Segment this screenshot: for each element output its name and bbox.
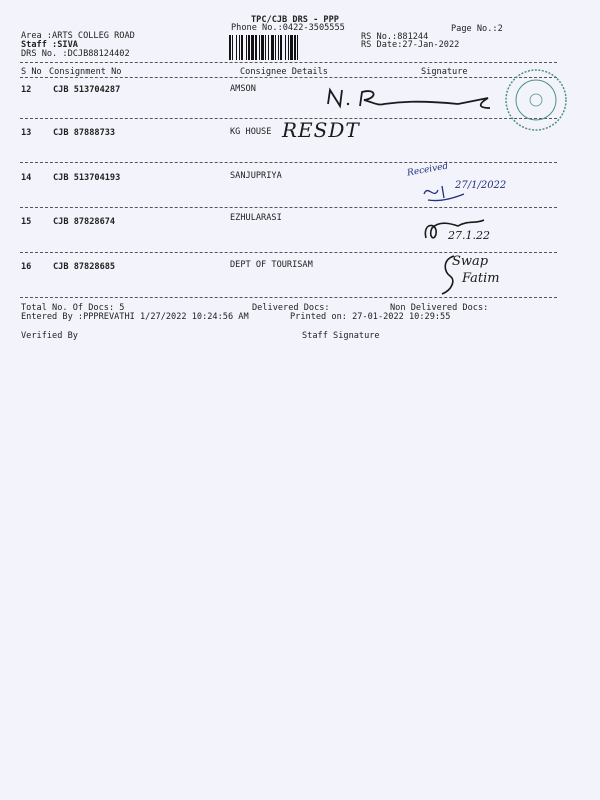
signature-row-14-mark (420, 180, 480, 204)
signature-row-14-date: 27/1/2022 (455, 180, 507, 191)
col-consignment: Consignment No (49, 67, 122, 77)
page-number: Page No.:2 (451, 24, 503, 34)
drs-number: DRS No. :DCJB88124402 (21, 49, 130, 59)
row-consignee: SANJUPRIYA (230, 171, 282, 181)
row-consignment: CJB 87828685 (53, 262, 116, 272)
col-sno: S No (21, 67, 42, 77)
signature-row-15-date: 27.1.22 (448, 229, 490, 242)
row-consignee: EZHULARASI (230, 213, 282, 223)
staff: Staff :SIVA (21, 40, 78, 50)
signature-row-16-line2: Fatim (462, 271, 500, 286)
circular-stamp (500, 64, 568, 136)
rs-number: RS No.:881244 (361, 32, 429, 42)
delivered-docs: Delivered Docs: (252, 303, 330, 313)
phone-number: Phone No.:0422-3505555 (231, 23, 345, 33)
col-consignee: Consignee Details (240, 67, 328, 77)
document-title: TPC/CJB DRS - PPP (251, 15, 339, 25)
row-divider (20, 162, 557, 163)
signature-row-12 (318, 82, 498, 118)
signature-row-14-received: Received (406, 161, 450, 179)
row-sno: 13 (21, 128, 32, 138)
printed-on: Printed on: 27-01-2022 10:29:55 (290, 312, 451, 322)
non-delivered-docs: Non Delivered Docs: (390, 303, 489, 313)
row-divider (20, 297, 557, 298)
row-sno: 16 (21, 262, 32, 272)
header-rule-bottom (20, 77, 557, 78)
area: Area :ARTS COLLEG ROAD (21, 31, 135, 41)
signature-row-16-line1: Swap (452, 254, 489, 269)
signature-row-16-mark (436, 250, 466, 300)
signature-row-13: RESDT (282, 118, 360, 142)
row-consignment: CJB 87888733 (53, 128, 116, 138)
verified-by: Verified By (21, 331, 78, 341)
row-consignee: AMSON (230, 84, 256, 94)
row-sno: 15 (21, 217, 32, 227)
row-consignment: CJB 513704193 (53, 173, 121, 183)
row-consignment: CJB 513704287 (53, 85, 121, 95)
rs-date: RS Date:27-Jan-2022 (361, 40, 460, 50)
row-consignee: KG HOUSE (230, 127, 272, 137)
row-consignment: CJB 87828674 (53, 217, 116, 227)
header-rule-top (20, 62, 557, 63)
barcode (229, 35, 350, 60)
staff-signature: Staff Signature (302, 331, 380, 341)
row-consignee: DEPT OF TOURISAM (230, 260, 313, 270)
col-signature: Signature (421, 67, 468, 77)
row-divider (20, 207, 557, 208)
row-sno: 14 (21, 173, 32, 183)
row-divider (20, 252, 557, 253)
row-sno: 12 (21, 85, 32, 95)
entered-by: Entered By :PPPREVATHI 1/27/2022 10:24:56 AM (21, 312, 249, 322)
total-docs: Total No. Of Docs: 5 (21, 303, 125, 313)
